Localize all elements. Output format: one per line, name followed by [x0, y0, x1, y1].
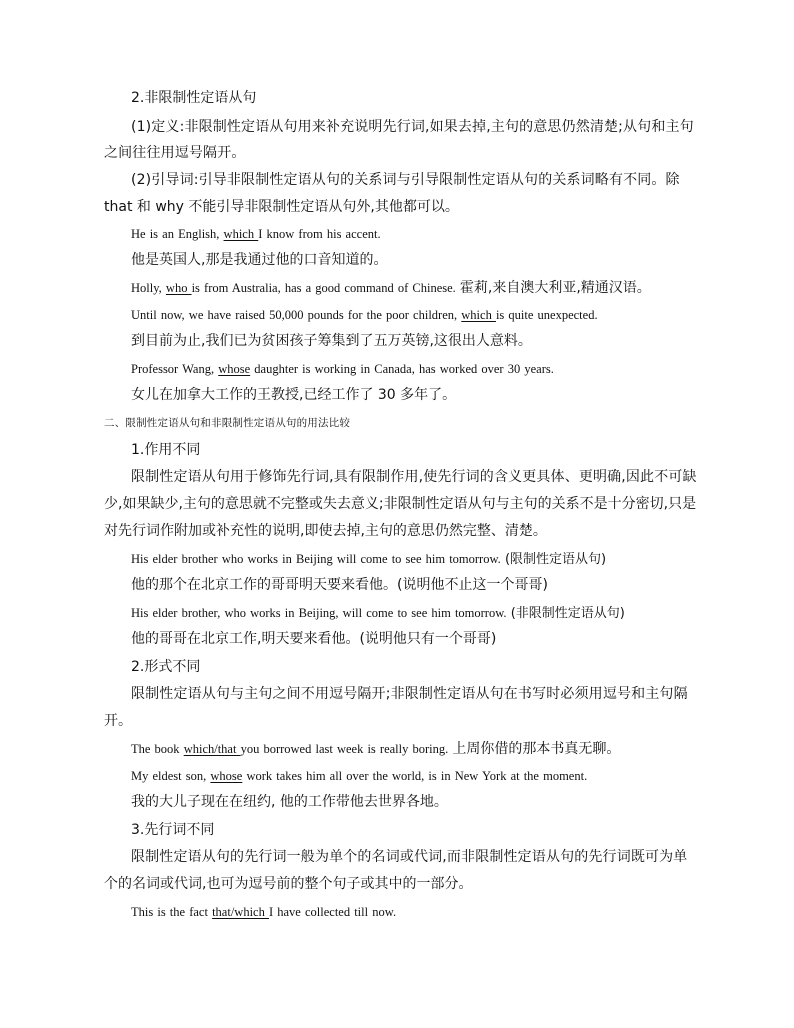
antecedent-paragraph-line1: 限制性定语从句的先行词一般为单个的名词或代词,而非限制性定语从句的先行词既可为单	[131, 849, 688, 865]
function-paragraph-line3: 对先行词作附加或补充性的说明,即使去掉,主句的意思仍然完整、清楚。	[104, 523, 547, 539]
function-paragraph-line2: 少,如果缺少,主句的意思就不完整或失去意义;非限制性定语从句与主句的关系不是十分密切,只是	[104, 496, 697, 512]
example-sentence-english: Until now, we have raised 50,000 pounds for the poor children, which is quite unexpected.	[131, 308, 598, 322]
subheading-antecedent: 3.先行词不同	[131, 822, 215, 838]
relative-pronoun-underlined: who	[165, 281, 192, 295]
example-sentence-chinese: 我的大儿子现在在纽约, 他的工作带他去世界各地。	[131, 794, 448, 810]
relative-pronoun-underlined: which	[461, 308, 496, 322]
example-sentence-chinese: 到目前为止,我们已为贫困孩子筹集到了五万英镑,这很出人意料。	[131, 333, 532, 349]
example-sentence-english: Holly, who is from Australia, has a good command of Chinese. 霍莉,来自澳大利亚,精通汉语。	[131, 280, 651, 296]
relative-word-paragraph-line1: (2)引导词:引导非限制性定语从句的关系词与引导限制性定语从句的关系词略有不同。除	[131, 172, 680, 188]
relative-pronoun-underlined: whose	[218, 362, 251, 376]
form-paragraph-line2: 开。	[104, 713, 132, 729]
relative-pronoun-underlined: which	[223, 227, 259, 241]
relative-pronoun-underlined: whose	[210, 769, 243, 783]
relative-word-paragraph-line2: that 和 why 不能引导非限制性定语从句外,其他都可以。	[104, 199, 459, 215]
example-sentence-english: The book which/that you borrowed last week is really boring. 上周你借的那本书真无聊。	[131, 741, 621, 757]
relative-pronoun-underlined: that/which	[212, 905, 269, 919]
definition-paragraph-line2: 之间往往用逗号隔开。	[104, 145, 246, 161]
example-sentence-english: Professor Wang, whose daughter is working in Canada, has worked over 30 years.	[131, 362, 554, 376]
example-sentence-english: My eldest son, whose work takes him all over the world, is in New York at the moment.	[131, 769, 588, 783]
section-heading-nonrestrictive: 2.非限制性定语从句	[131, 90, 257, 106]
relative-pronoun-underlined: which/that	[183, 742, 241, 756]
example-sentence-chinese: 女儿在加拿大工作的王教授,已经工作了 30 多年了。	[131, 387, 457, 403]
example-sentence-chinese: 他的哥哥在北京工作,明天要来看他。(说明他只有一个哥哥)	[131, 631, 497, 647]
subheading-form: 2.形式不同	[131, 659, 201, 675]
example-sentence-english: His elder brother who works in Beijing will come to see him tomorrow. (限制性定语从句)	[131, 552, 607, 567]
function-paragraph-line1: 限制性定语从句用于修饰先行词,具有限制作用,使先行词的含义更具体、更明确,因此不可缺	[131, 469, 697, 485]
example-sentence-chinese: 他的那个在北京工作的哥哥明天要来看他。(说明他不止这一个哥哥)	[131, 577, 548, 593]
form-paragraph-line1: 限制性定语从句与主句之间不用逗号隔开;非限制性定语从句在书写时必须用逗号和主句隔	[131, 686, 688, 702]
section-heading-comparison: 二、限制性定语从句和非限制性定语从句的用法比较	[104, 417, 351, 429]
example-sentence-chinese: 他是英国人,那是我通过他的口音知道的。	[131, 252, 388, 268]
subheading-function: 1.作用不同	[131, 442, 201, 458]
definition-paragraph-line1: (1)定义:非限制性定语从句用来补充说明先行词,如果去掉,主句的意思仍然清楚;从句和主句	[131, 119, 694, 135]
example-sentence-english: He is an English, which I know from his accent.	[131, 227, 381, 241]
antecedent-paragraph-line2: 个的名词或代词,也可为逗号前的整个句子或其中的一部分。	[104, 876, 473, 892]
example-sentence-english: This is the fact that/which I have collected till now.	[131, 905, 397, 919]
example-sentence-english: His elder brother, who works in Beijing, will come to see him tomorrow. (非限制性定语从句)	[131, 606, 625, 621]
